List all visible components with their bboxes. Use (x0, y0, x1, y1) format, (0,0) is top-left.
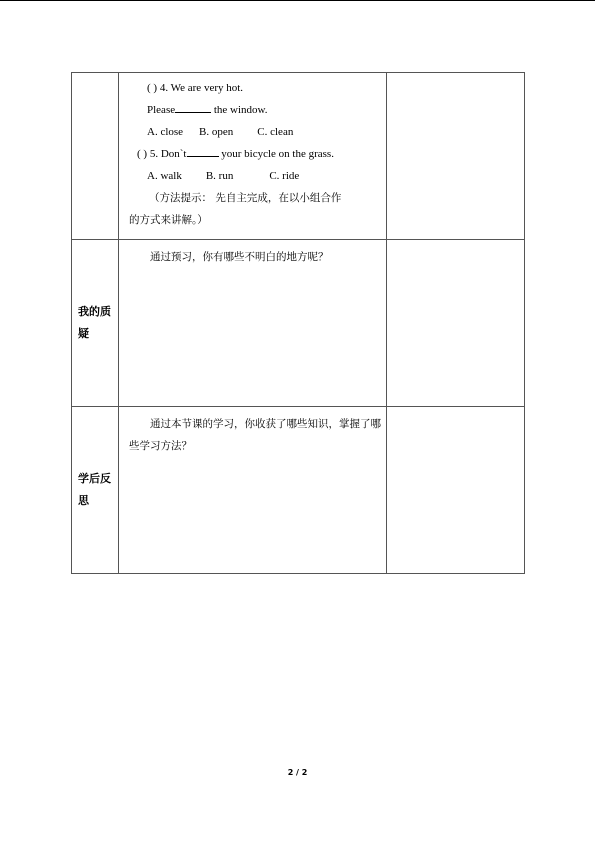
q5-option-c: C. ride (269, 170, 300, 182)
reflection-prompt: 通过本节课的学习，你收获了哪些知识，掌握了哪些学习方法？ (129, 418, 381, 452)
answer-blank (175, 100, 211, 113)
table-row (72, 407, 525, 574)
method-hint: （方法提示： 先自主完成，在以小组合作 (149, 192, 342, 204)
question-4-options (129, 121, 382, 143)
notes-cell (387, 73, 525, 240)
row-label-reflection: 学后反思 (72, 407, 119, 574)
question-4-sentence (129, 99, 382, 121)
exercise-cell (119, 73, 387, 240)
reflection-cell (119, 407, 387, 574)
table-row (72, 73, 525, 240)
questions-prompt: 通过预习，你有哪些不明白的地方呢？ (150, 251, 329, 263)
page-number: 2 / 2 (287, 768, 308, 777)
q5-sentence-end: your bicycle on the grass. (218, 148, 334, 160)
questions-cell (119, 240, 387, 407)
answer-blank (187, 144, 219, 157)
question-5-options (129, 165, 382, 187)
question-4: ( ) 4. We are very hot. (147, 82, 244, 94)
q4-option-c: C. clean (257, 126, 294, 138)
q5-option-b: B. run (205, 170, 234, 182)
method-hint-continued: 的方式来讲解。） (129, 214, 208, 226)
table-row (72, 240, 525, 407)
question-5 (129, 143, 382, 165)
q4-option-b: B. open (199, 126, 234, 138)
worksheet-table (71, 72, 525, 574)
q5-sentence-start: ( ) 5. Don`t (137, 148, 187, 160)
row-label-cell (72, 73, 119, 240)
notes-cell (387, 407, 525, 574)
q4-sentence-end: the window. (211, 104, 268, 116)
q4-option-a: A. close (147, 126, 184, 138)
row-label-questions: 我的质疑 (72, 240, 119, 407)
q4-sentence-start: Please (147, 104, 176, 116)
notes-cell (387, 240, 525, 407)
q5-option-a: A. walk (147, 170, 182, 182)
top-rule (0, 0, 595, 1)
